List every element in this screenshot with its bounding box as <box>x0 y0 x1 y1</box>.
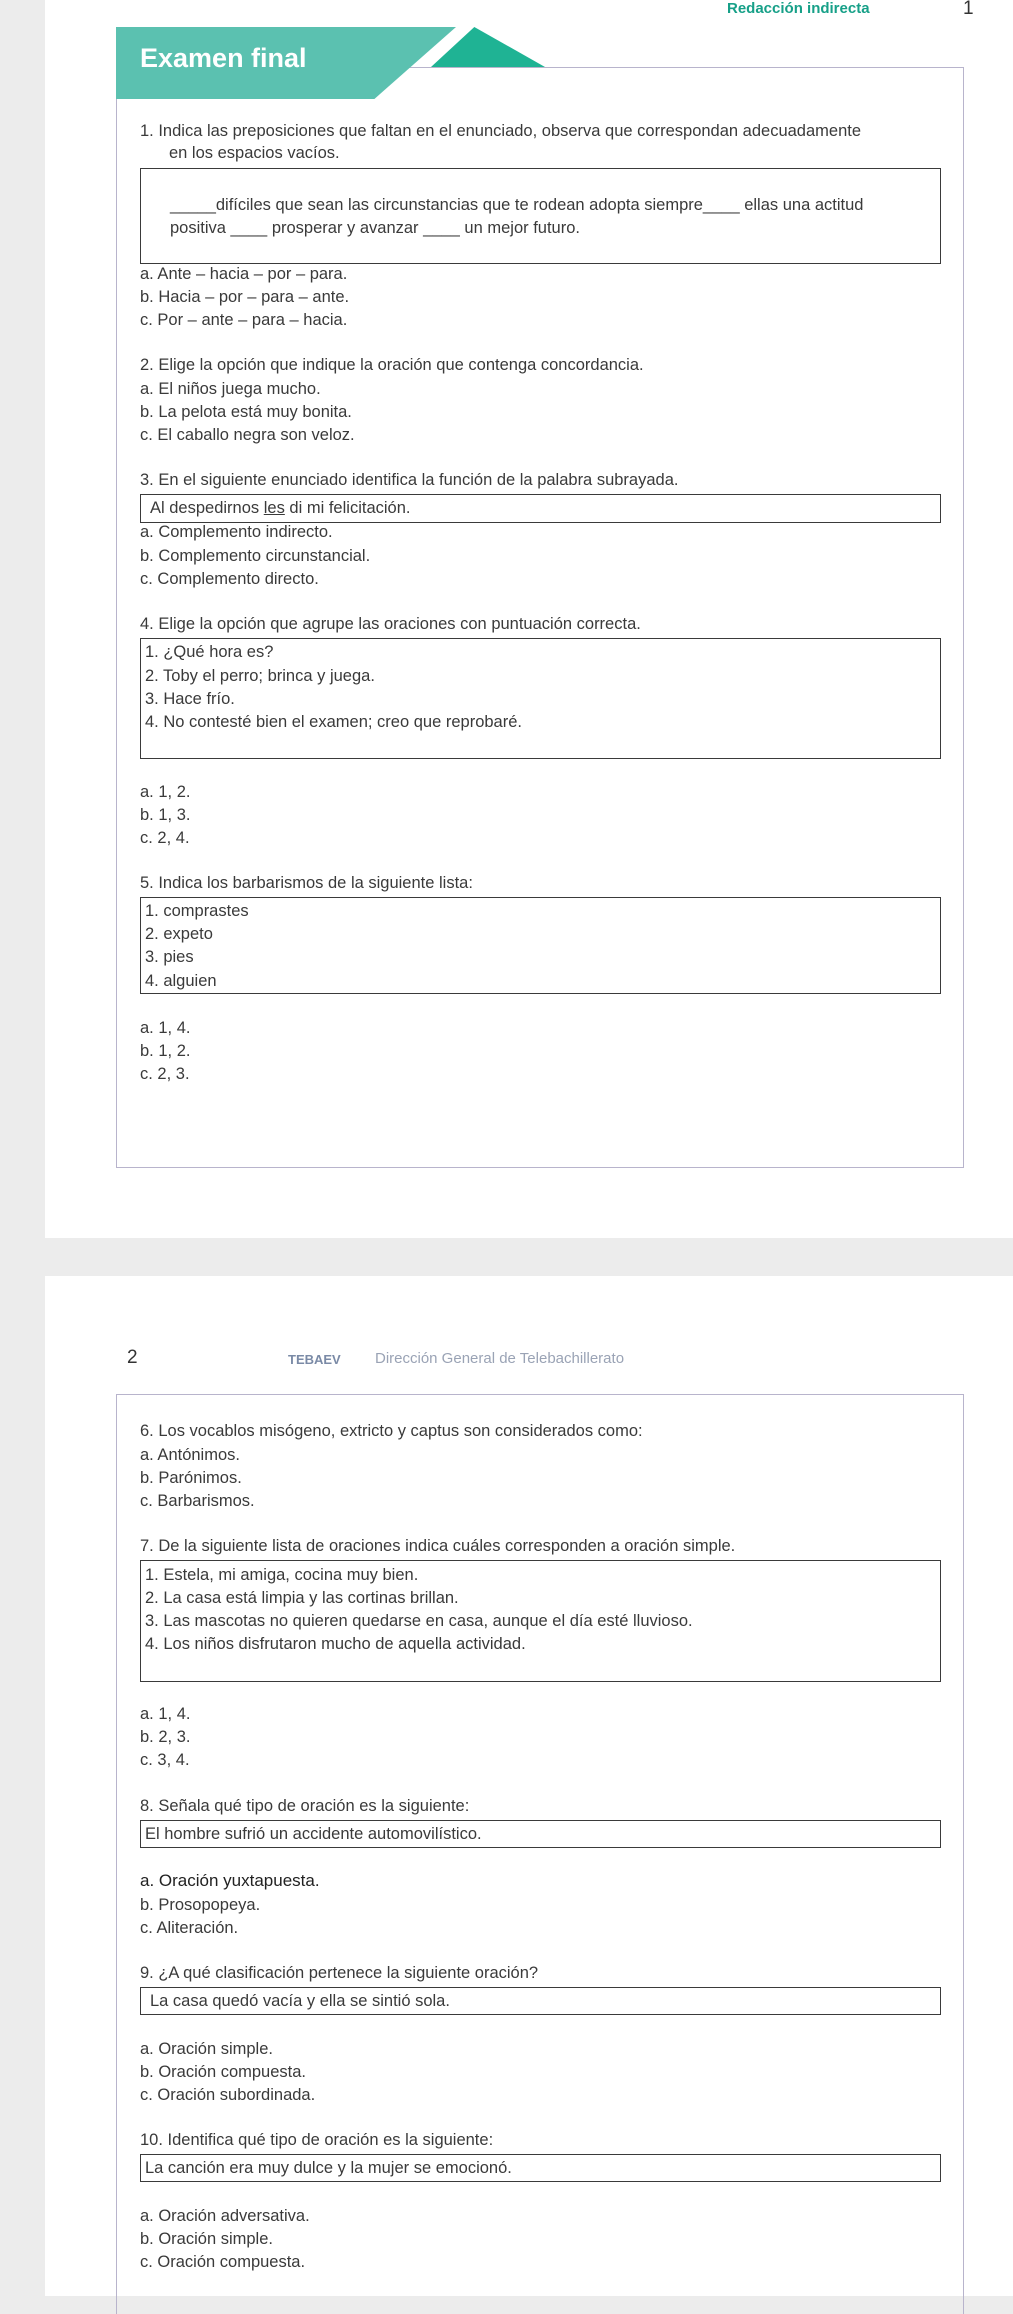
question-4-stem: 4. Elige la opción que agrupe las oraciones con puntuación correcta. <box>140 615 641 633</box>
option-a: a. Ante – hacia – por – para. <box>140 265 348 283</box>
option-b: b. Oración compuesta. <box>140 2063 306 2081</box>
org-short: TEBAEV <box>288 1352 341 1367</box>
option-b: b. Parónimos. <box>140 1469 242 1487</box>
option-b: b. Complemento circunstancial. <box>140 547 371 565</box>
list-item: 2. La casa está limpia y las cortinas brillan. <box>145 1589 459 1607</box>
question-8-stem: 8. Señala qué tipo de oración es la siguiente: <box>140 1797 470 1815</box>
question-5-stem: 5. Indica los barbarismos de la siguiente lista: <box>140 874 473 892</box>
list-item: 3. pies <box>145 948 194 966</box>
question-6-stem: 6. Los vocablos misógeno, extricto y captus son considerados como: <box>140 1422 643 1440</box>
list-item: 1. Estela, mi amiga, cocina muy bien. <box>145 1566 419 1584</box>
question-1-box <box>140 168 941 264</box>
option-a: a. 1, 4. <box>140 1019 191 1037</box>
option-a: a. Oración adversativa. <box>140 2207 310 2225</box>
org-full: Dirección General de Telebachillerato <box>375 1350 625 1367</box>
list-item: 4. No contesté bien el examen; creo que reprobaré. <box>145 713 522 731</box>
option-a: a. Oración yuxtapuesta. <box>140 1871 320 1890</box>
list-item: 4. alguien <box>145 972 217 990</box>
question-5-box <box>140 897 941 994</box>
list-item: 1. comprastes <box>145 902 249 920</box>
question-10-sentence: La canción era muy dulce y la mujer se emocionó. <box>145 2159 512 2177</box>
option-c: c. Aliteración. <box>140 1919 239 1937</box>
option-c: c. Por – ante – para – hacia. <box>140 311 348 329</box>
page-number: 1 <box>963 0 974 19</box>
option-a: a. 1, 4. <box>140 1705 191 1723</box>
question-1-box-line: positiva ____ prosperar y avanzar ____ un mejor futuro. <box>170 219 580 237</box>
option-a: a. El niños juega mucho. <box>140 380 321 398</box>
option-b: b. Hacia – por – para – ante. <box>140 288 350 306</box>
option-c: c. 2, 3. <box>140 1065 190 1083</box>
question-2-stem: 2. Elige la opción que indique la oración que contenga concordancia. <box>140 356 644 374</box>
option-c: c. 2, 4. <box>140 829 190 847</box>
option-b: b. Prosopopeya. <box>140 1896 261 1914</box>
question-9-sentence: La casa quedó vacía y ella se sintió sola. <box>150 1992 450 2010</box>
option-c: c. Barbarismos. <box>140 1492 255 1510</box>
question-3-stem: 3. En el siguiente enunciado identifica la función de la palabra subrayada. <box>140 471 679 489</box>
list-item: 3. Hace frío. <box>145 690 235 708</box>
list-item: 2. expeto <box>145 925 213 943</box>
question-10-stem: 10. Identifica qué tipo de oración es la siguiente: <box>140 2131 494 2149</box>
question-9-stem: 9. ¿A qué clasificación pertenece la siguiente oración? <box>140 1964 539 1982</box>
exam-title: Examen final <box>140 43 307 73</box>
list-item: 3. Las mascotas no quieren quedarse en casa, aunque el día esté lluvioso. <box>145 1612 693 1630</box>
option-b: b. 1, 2. <box>140 1042 191 1060</box>
sentence-part: di mi felicitación. <box>284 499 411 517</box>
option-b: b. 2, 3. <box>140 1728 191 1746</box>
running-title: Redacción indirecta <box>727 0 870 17</box>
question-1-box-line: _____difíciles que sean las circunstancias que te rodean adopta siempre____ ellas una actitud <box>170 196 864 214</box>
option-c: c. Oración subordinada. <box>140 2086 316 2104</box>
underlined-word: les <box>263 499 285 517</box>
option-b: b. 1, 3. <box>140 806 191 824</box>
option-c: c. Oración compuesta. <box>140 2253 306 2271</box>
list-item: 4. Los niños disfrutaron mucho de aquella actividad. <box>145 1635 526 1653</box>
option-b: b. Oración simple. <box>140 2230 273 2248</box>
option-a: a. Complemento indirecto. <box>140 523 333 541</box>
option-c: c. El caballo negra son veloz. <box>140 426 355 444</box>
question-1-stem: 1. Indica las preposiciones que faltan en el enunciado, observa que correspondan adecuadamente <box>140 122 862 140</box>
question-1-stem-cont: en los espacios vacíos. <box>169 144 340 162</box>
page-number: 2 <box>127 1347 138 1368</box>
list-item: 2. Toby el perro; brinca y juega. <box>145 667 375 685</box>
option-a: a. Oración simple. <box>140 2040 273 2058</box>
option-c: c. 3, 4. <box>140 1751 190 1769</box>
option-a: a. Antónimos. <box>140 1446 240 1464</box>
option-b: b. La pelota está muy bonita. <box>140 403 352 421</box>
question-7-stem: 7. De la siguiente lista de oraciones indica cuáles corresponden a oración simple. <box>140 1537 736 1555</box>
option-a: a. 1, 2. <box>140 783 191 801</box>
list-item: 1. ¿Qué hora es? <box>145 643 274 661</box>
question-8-sentence: El hombre sufrió un accidente automovilístico. <box>145 1825 482 1843</box>
question-3-sentence <box>150 497 410 519</box>
sentence-part: Al despedirnos <box>150 499 264 517</box>
option-c: c. Complemento directo. <box>140 570 319 588</box>
